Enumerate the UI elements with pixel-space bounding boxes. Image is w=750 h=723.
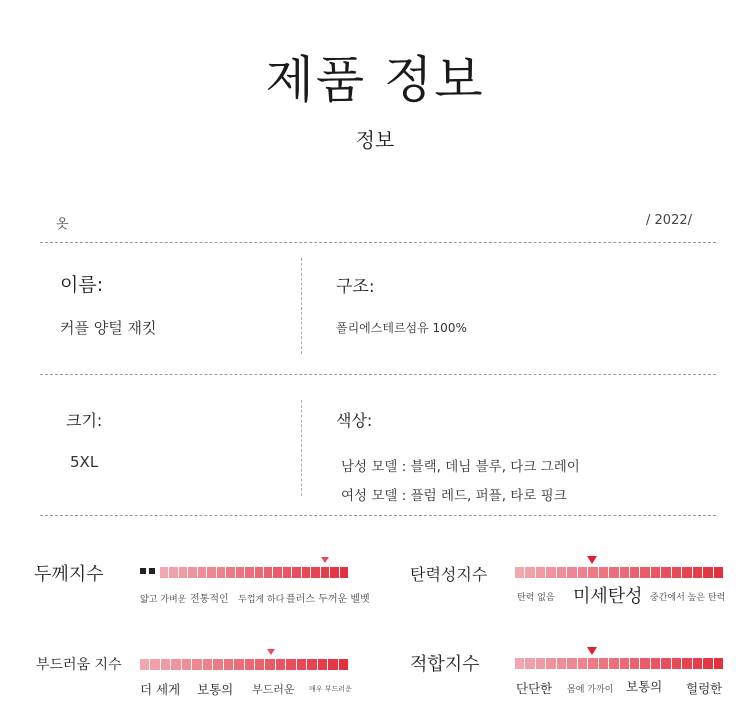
bar-segment xyxy=(693,658,702,669)
bar-segment xyxy=(609,567,618,578)
softness-label-1: 더 세게 xyxy=(140,682,181,697)
bar-segment xyxy=(171,659,180,670)
bar-segment xyxy=(557,567,566,578)
fit-marker-icon xyxy=(587,647,597,655)
elasticity-marker-icon xyxy=(587,556,597,564)
size-label: 크기: xyxy=(66,411,103,430)
bar-segment xyxy=(224,659,233,670)
bar-segment xyxy=(640,658,649,669)
page-title: 제품 정보 xyxy=(265,51,485,109)
thickness-square-icon xyxy=(149,568,155,574)
bar-segment xyxy=(714,567,723,578)
bar-segment xyxy=(179,567,187,578)
page-subtitle: 정보 xyxy=(355,128,395,152)
fit-label-3: 보통의 xyxy=(626,679,663,694)
bar-segment xyxy=(265,659,274,670)
bar-segment xyxy=(515,658,524,669)
thickness-marker-icon xyxy=(321,557,329,563)
softness-label-2: 보통의 xyxy=(197,682,234,697)
fit-label-1: 단단한 xyxy=(516,681,553,696)
bar-segment xyxy=(140,659,149,670)
bar-segment xyxy=(546,658,555,669)
bar-segment xyxy=(557,658,566,669)
bar-segment xyxy=(536,658,545,669)
color-female-value: 여성 모델 : 플럼 레드, 퍼플, 타로 핑크 xyxy=(341,488,567,504)
bar-segment xyxy=(599,567,608,578)
bar-segment xyxy=(588,567,597,578)
bar-segment xyxy=(182,659,191,670)
divider-bottom xyxy=(40,515,716,516)
thickness-label-2: 전통적인 xyxy=(190,594,229,605)
bar-segment xyxy=(340,567,348,578)
structure-label: 구조: xyxy=(336,277,375,297)
bar-segment xyxy=(703,658,712,669)
thickness-square-icon xyxy=(140,568,146,574)
bar-segment xyxy=(302,567,310,578)
bar-segment xyxy=(588,658,597,669)
thickness-bar xyxy=(160,567,348,578)
bar-segment xyxy=(630,658,639,669)
bar-segment xyxy=(245,567,253,578)
fit-bar xyxy=(515,658,723,669)
meta-category: 옷 xyxy=(56,217,69,232)
elasticity-index-title: 탄력성지수 xyxy=(410,565,488,584)
bar-segment xyxy=(213,659,222,670)
bar-segment xyxy=(578,658,587,669)
bar-segment xyxy=(198,567,206,578)
bar-segment xyxy=(226,567,234,578)
elasticity-label-3: 중간에서 높은 탄력 xyxy=(650,593,726,603)
bar-segment xyxy=(640,567,649,578)
bar-segment xyxy=(169,567,177,578)
bar-segment xyxy=(661,658,670,669)
bar-segment xyxy=(234,659,243,670)
elasticity-bar xyxy=(515,567,723,578)
bar-segment xyxy=(599,658,608,669)
bar-segment xyxy=(525,658,534,669)
bar-segment xyxy=(203,659,212,670)
divider-vertical-1 xyxy=(301,258,302,354)
bar-segment xyxy=(188,567,196,578)
bar-segment xyxy=(311,567,319,578)
fit-index-title: 적합지수 xyxy=(410,654,480,675)
bar-segment xyxy=(297,659,306,670)
softness-bar xyxy=(140,659,348,670)
bar-segment xyxy=(536,567,545,578)
bar-segment xyxy=(245,659,254,670)
bar-segment xyxy=(255,567,263,578)
bar-segment xyxy=(578,567,587,578)
size-value: 5XL xyxy=(70,453,99,471)
bar-segment xyxy=(515,567,524,578)
bar-segment xyxy=(672,567,681,578)
bar-segment xyxy=(661,567,670,578)
bar-segment xyxy=(283,567,291,578)
bar-segment xyxy=(192,659,201,670)
structure-value: 폴리에스테르섬유 100% xyxy=(336,321,467,335)
bar-segment xyxy=(620,567,629,578)
thickness-label-4: 플러스 두꺼운 벨벳 xyxy=(286,594,370,605)
fit-label-2: 몸에 가까이 xyxy=(567,685,614,695)
bar-segment xyxy=(672,658,681,669)
bar-segment xyxy=(567,567,576,578)
softness-index-title: 부드러움 지수 xyxy=(36,657,122,673)
bar-segment xyxy=(567,658,576,669)
bar-segment xyxy=(273,567,281,578)
bar-segment xyxy=(321,567,329,578)
bar-segment xyxy=(160,567,168,578)
softness-label-3: 부드러운 xyxy=(252,683,295,696)
bar-segment xyxy=(292,567,300,578)
bar-segment xyxy=(236,567,244,578)
bar-segment xyxy=(609,658,618,669)
fit-label-4: 헐렁한 xyxy=(686,681,723,696)
bar-segment xyxy=(693,567,702,578)
bar-segment xyxy=(286,659,295,670)
bar-segment xyxy=(255,659,264,670)
softness-label-4: 매우 부드러운 xyxy=(309,685,352,693)
thickness-label-1: 얇고 가벼운 xyxy=(140,595,187,605)
bar-segment xyxy=(328,659,337,670)
name-value: 커플 양털 재킷 xyxy=(60,319,157,337)
bar-segment xyxy=(318,659,327,670)
bar-segment xyxy=(207,567,215,578)
divider-top xyxy=(40,242,716,243)
bar-segment xyxy=(714,658,723,669)
bar-segment xyxy=(339,659,348,670)
bar-segment xyxy=(682,658,691,669)
elasticity-label-1: 탄력 없음 xyxy=(517,593,555,603)
thickness-label-3: 두껍게 하다 xyxy=(238,595,285,605)
bar-segment xyxy=(651,567,660,578)
bar-segment xyxy=(161,659,170,670)
bar-segment xyxy=(546,567,555,578)
divider-middle xyxy=(40,374,716,375)
divider-vertical-2 xyxy=(301,400,302,496)
bar-segment xyxy=(264,567,272,578)
color-male-value: 남성 모델 : 블랙, 데님 블루, 다크 그레이 xyxy=(341,459,580,475)
bar-segment xyxy=(330,567,338,578)
name-label: 이름: xyxy=(60,274,104,296)
softness-marker-icon xyxy=(267,649,275,655)
bar-segment xyxy=(620,658,629,669)
bar-segment xyxy=(703,567,712,578)
meta-year: / 2022/ xyxy=(646,213,692,228)
bar-segment xyxy=(150,659,159,670)
color-label: 색상: xyxy=(336,411,373,430)
bar-segment xyxy=(630,567,639,578)
bar-segment xyxy=(307,659,316,670)
bar-segment xyxy=(525,567,534,578)
bar-segment xyxy=(682,567,691,578)
bar-segment xyxy=(217,567,225,578)
bar-segment xyxy=(651,658,660,669)
bar-segment xyxy=(276,659,285,670)
elasticity-label-2: 미세탄성 xyxy=(573,586,643,607)
thickness-index-title: 두께지수 xyxy=(34,564,104,585)
